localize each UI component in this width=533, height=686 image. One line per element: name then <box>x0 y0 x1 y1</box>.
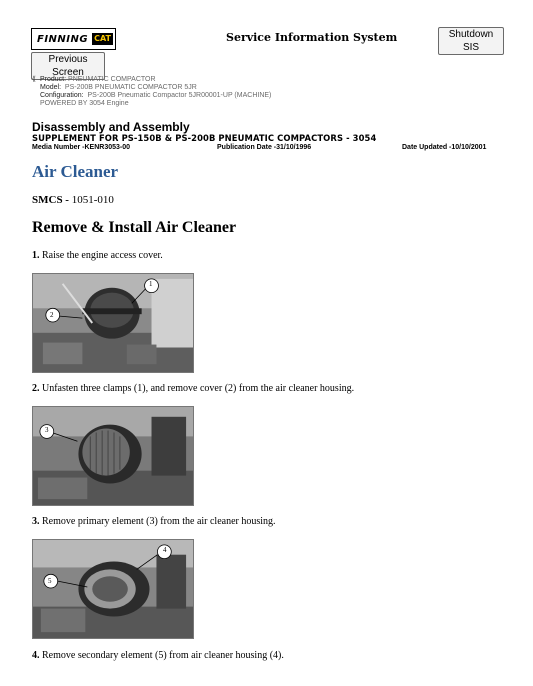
configuration-label: Configuration: <box>40 92 84 99</box>
shutdown-sis-button[interactable]: Shutdown SIS <box>438 27 504 55</box>
product-label: Product: <box>40 76 67 83</box>
primary-element-illustration <box>33 407 193 505</box>
model-label: Model: <box>40 84 62 91</box>
finning-logo-text: FINNING <box>37 33 89 45</box>
step-number: 3. <box>32 516 40 527</box>
air-cleaner-cover-illustration <box>33 274 193 372</box>
procedure-heading: Remove & Install Air Cleaner <box>32 219 237 236</box>
finning-cat-logo <box>31 28 116 50</box>
step-4 <box>32 650 284 661</box>
step-text: Remove secondary element (5) from air cleaner housing (4). <box>42 650 284 661</box>
step-number: 2. <box>32 383 40 394</box>
product-value: PNEUMATIC COMPACTOR <box>68 76 156 83</box>
model-value: PS-200B PNEUMATIC COMPACTOR 5JR <box>64 84 197 91</box>
smcs-code <box>32 194 114 206</box>
configuration-value: PS-200B Pneumatic Compactor 5JR00001-UP (MACHINE) <box>87 92 272 99</box>
callout-2: 2 <box>50 311 54 319</box>
app-title: Service Information System <box>226 31 398 44</box>
step-text: Raise the engine access cover. <box>42 250 163 261</box>
step-number: 1. <box>32 250 40 261</box>
smcs-value: 1051-010 <box>71 194 114 206</box>
figure-3-photo <box>32 539 194 639</box>
step-2 <box>32 383 354 394</box>
article-title: Air Cleaner <box>32 162 119 181</box>
step-text: Remove primary element (3) from the air cleaner housing. <box>42 516 276 527</box>
callout-3: 3 <box>45 426 49 434</box>
back-arrow-icon[interactable]: ⟪ <box>32 76 36 83</box>
publication-date: Publication Date -31/10/1996 <box>217 144 312 151</box>
smcs-label: SMCS - <box>32 194 69 206</box>
product-breadcrumb <box>32 76 271 108</box>
cat-logo-badge: CAT <box>94 34 111 43</box>
step-1 <box>32 250 163 261</box>
powered-by-text: POWERED BY 3054 Engine <box>40 100 129 107</box>
section-title: Disassembly and Assembly <box>32 120 190 134</box>
callout-4: 4 <box>163 546 167 554</box>
figure-2-photo <box>32 406 194 506</box>
callout-5: 5 <box>48 577 52 585</box>
previous-screen-button[interactable]: Previous Screen <box>31 52 105 80</box>
step-number: 4. <box>32 650 40 661</box>
step-3 <box>32 516 276 527</box>
supplement-title: SUPPLEMENT FOR PS-150B & PS-200B PNEUMATIC COMPACTORS - 3054 <box>32 133 377 143</box>
figure-1-photo <box>32 273 194 373</box>
secondary-element-illustration <box>33 540 193 638</box>
callout-1: 1 <box>149 280 153 288</box>
date-updated: Date Updated -10/10/2001 <box>402 144 487 151</box>
step-text: Unfasten three clamps (1), and remove cover (2) from the air cleaner housing. <box>42 383 355 394</box>
media-number: Media Number -KENR3053-00 <box>32 144 131 151</box>
